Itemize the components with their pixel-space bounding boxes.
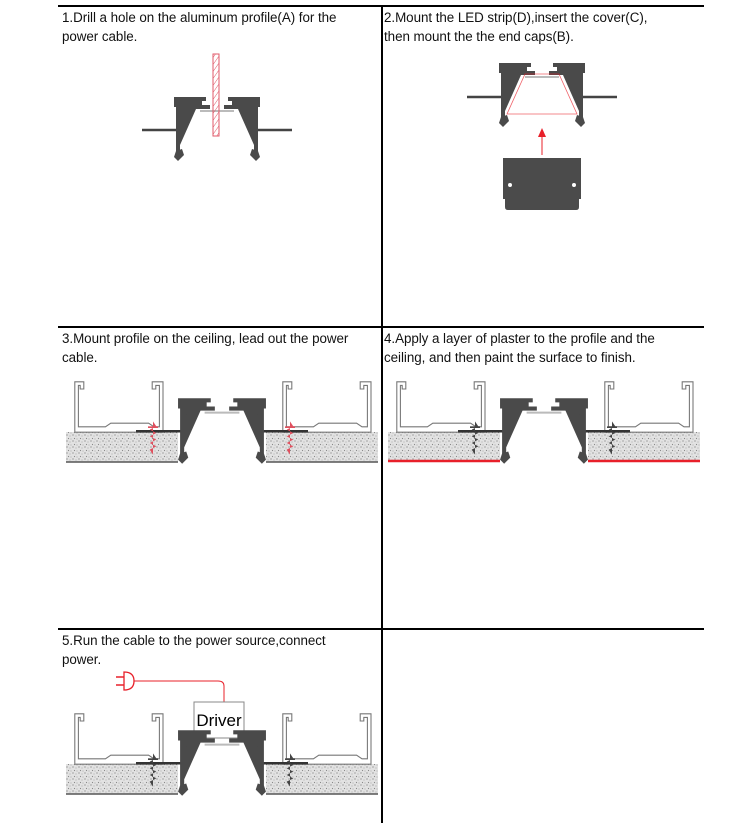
- arrow-up-icon: [538, 128, 546, 155]
- step-5-figure-driver: [66, 672, 378, 804]
- step-4-cell: [383, 328, 704, 626]
- drill-bit-icon: [213, 54, 219, 136]
- step-1-caption: 1.Drill a hole on the aluminum profile(A) for the power cable.: [62, 10, 337, 44]
- step-5-cell: [60, 630, 380, 823]
- step-1-figure-drill: [142, 47, 292, 162]
- step-3-figure-mount: [66, 380, 378, 466]
- step-4-caption: 4.Apply a layer of plaster to the profile and the ceiling, and then paint the surface to finish.: [384, 331, 655, 365]
- plug-icon: [116, 672, 134, 690]
- end-cap-icon: [503, 158, 581, 210]
- step-2-caption: 2.Mount the LED strip(D),insert the cover(C), then mount the the end caps(B).: [384, 10, 648, 44]
- step-2-cell: [383, 7, 704, 325]
- step-4-figure-plaster: [388, 380, 700, 466]
- driver-label: Driver: [196, 711, 242, 730]
- step-1-cell: [60, 7, 380, 325]
- step-3-cell: [60, 328, 380, 626]
- step-5-caption: 5.Run the cable to the power source,connect power.: [62, 633, 326, 667]
- step-2-figure-endcap: [467, 57, 617, 217]
- step-3-caption: 3.Mount profile on the ceiling, lead out the power cable.: [62, 331, 349, 365]
- empty-cell: [383, 630, 704, 823]
